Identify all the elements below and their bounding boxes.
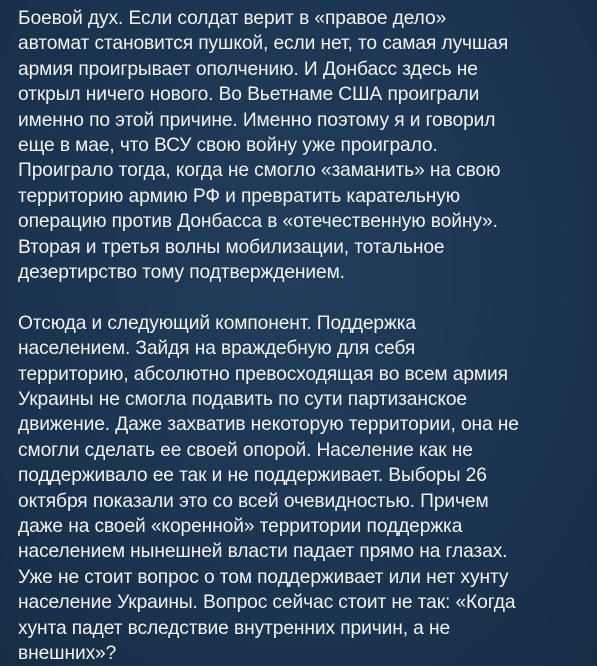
text-line: смогли сделать ее своей опорой. Население как не — [18, 439, 473, 461]
text-line: поддерживало ее так и не поддерживает. Выборы 26 — [18, 465, 487, 487]
text-line: движение. Даже захватив некоторую территории, она не — [18, 414, 519, 436]
text-line: Отсюда и следующий компонент. Поддержка — [18, 312, 416, 334]
text-line: территорию, абсолютно превосходящая во всем армия — [18, 363, 508, 385]
text-line: армия проигрывает ополчению. И Донбасс здесь не — [18, 58, 478, 80]
text-line: дезертирство тому подтверждением. — [18, 261, 345, 283]
text-line: октября показали это со всей очевидностью. Причем — [18, 490, 489, 512]
text-line: внешних»? — [18, 642, 117, 664]
text-line: еще в мае, что ВСУ свою войну уже проиграло. — [18, 134, 438, 156]
text-line: даже на своей «коренной» территории поддержка — [18, 516, 463, 538]
text-line: Вторая и третья волны мобилизации, тотальное — [18, 236, 445, 258]
text-line: хунта падет вследствие внутренних причин, а не — [18, 617, 451, 639]
text-line: именно по этой причине. Именно поэтому я и говорил — [18, 109, 496, 131]
paragraph-1 — [18, 6, 585, 285]
text-line: операцию против Донбасса в «отечественную войну». — [18, 211, 498, 233]
text-line: Уже не стоит вопрос о том поддерживает или нет хунту — [18, 566, 509, 588]
paragraph-spacer — [18, 285, 585, 311]
text-line: Боевой дух. Если солдат верит в «правое дело» — [18, 8, 447, 29]
text-line: население Украины. Вопрос сейчас стоит не так: «Когда — [18, 592, 516, 614]
text-line: открыл ничего нового. Во Вьетнаме США проиграли — [18, 84, 480, 106]
text-line: территорию армию РФ и превратить карательную — [18, 185, 461, 207]
text-line: населением нынешней власти падает прямо на глазах. — [18, 541, 508, 563]
paragraph-2 — [18, 311, 585, 666]
text-line: Украины не смогла подавить по сути партизанское — [18, 389, 468, 411]
text-line: Проиграло тогда, когда не смогло «заманить» на свою — [18, 160, 501, 182]
text-line: автомат становится пушкой, если нет, то самая лучшая — [18, 33, 509, 55]
text-line: населением. Зайдя на враждебную для себя — [18, 338, 416, 360]
